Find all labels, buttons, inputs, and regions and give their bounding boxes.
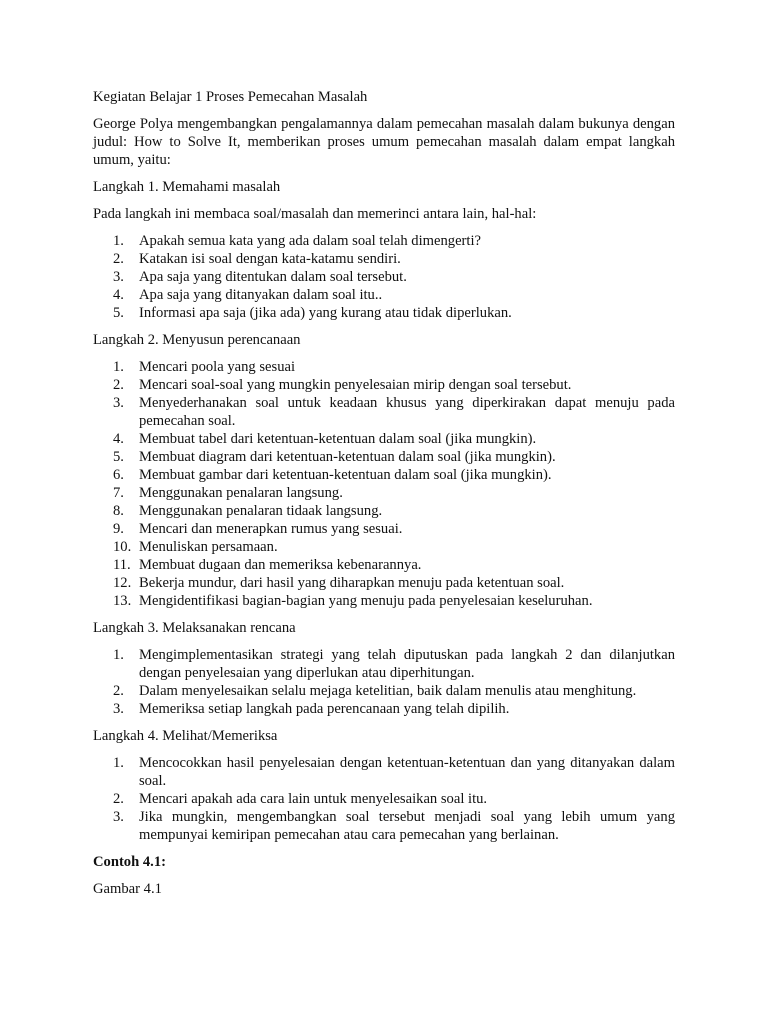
list-item-number: 1. (113, 359, 124, 375)
list-item-text: Jika mungkin, mengembangkan soal tersebut menjadi soal yang lebih umum yang mempunyai kemiripan pemecahan atau cara pemecahan yang berlainan. (139, 809, 675, 843)
step-1-intro: Pada langkah ini membaca soal/masalah dan memerinci antara lain, hal-hal: (93, 206, 537, 222)
list-item (93, 682, 675, 700)
list-item-number: 8. (113, 503, 124, 519)
document-page (93, 88, 675, 907)
list-item-text: Apakah semua kata yang ada dalam soal telah dimengerti? (139, 233, 482, 249)
list-item (93, 286, 675, 304)
list-item-number: 2. (113, 791, 124, 807)
intro-paragraph: George Polya mengembangkan pengalamannya dalam pemecahan masalah dalam bukunya dengan judul: How to Solve It, memberikan proses umum pemecahan masalah dalam empat langkah umum, yaitu: (93, 116, 675, 168)
list-item (93, 700, 675, 718)
step-4-heading: Langkah 4. Melihat/Memeriksa (93, 728, 278, 744)
list-item (93, 304, 675, 322)
list-item-text: Menggunakan penalaran langsung. (139, 485, 343, 501)
list-item (93, 376, 675, 394)
list-item (93, 502, 675, 520)
list-item-text: Menyederhanakan soal untuk keadaan khusus yang diperkirakan dapat menuju pada pemecahan soal. (139, 395, 675, 429)
list-item-number: 1. (113, 233, 124, 249)
list-item (93, 232, 675, 250)
document-title: Kegiatan Belajar 1 Proses Pemecahan Masalah (93, 89, 368, 105)
list-item-number: 5. (113, 449, 124, 465)
list-item-number: 4. (113, 287, 124, 303)
list-item-number: 2. (113, 683, 124, 699)
list-item-text: Mencocokkan hasil penyelesaian dengan ketentuan-ketentuan dan yang ditanyakan dalam soal. (139, 755, 675, 789)
list-item-text: Mencari poola yang sesuai (139, 359, 296, 375)
example-title: Contoh 4.1: (93, 854, 166, 870)
list-item (93, 754, 675, 790)
list-item-number: 2. (113, 377, 124, 393)
list-item-number: 3. (113, 701, 124, 717)
list-item-number: 4. (113, 431, 124, 447)
list-item (93, 250, 675, 268)
list-item (93, 808, 675, 844)
list-item-number: 3. (113, 809, 124, 825)
step-1-list (93, 232, 675, 322)
list-item-text: Mencari dan menerapkan rumus yang sesuai. (139, 521, 403, 537)
list-item-number: 1. (113, 755, 124, 771)
list-item-number: 12. (113, 575, 132, 591)
list-item-number: 13. (113, 593, 132, 609)
list-item (93, 646, 675, 682)
list-item-number: 3. (113, 269, 124, 285)
step-1-heading: Langkah 1. Memahami masalah (93, 179, 281, 195)
list-item (93, 466, 675, 484)
list-item (93, 574, 675, 592)
list-item-text: Dalam menyelesaikan selalu mejaga ketelitian, baik dalam menulis atau menghitung. (139, 683, 637, 699)
list-item-number: 9. (113, 521, 124, 537)
list-item-text: Bekerja mundur, dari hasil yang diharapkan menuju pada ketentuan soal. (139, 575, 565, 591)
list-item-text: Membuat tabel dari ketentuan-ketentuan dalam soal (jika mungkin). (139, 431, 537, 447)
list-item-number: 6. (113, 467, 124, 483)
list-item (93, 358, 675, 376)
list-item (93, 430, 675, 448)
list-item-text: Katakan isi soal dengan kata-katamu sendiri. (139, 251, 401, 267)
list-item-number: 11. (113, 557, 131, 573)
list-item-text: Menuliskan persamaan. (139, 539, 278, 555)
list-item-number: 1. (113, 647, 124, 663)
list-item (93, 790, 675, 808)
list-item (93, 520, 675, 538)
step-2-list (93, 358, 675, 610)
list-item-text: Apa saja yang ditentukan dalam soal tersebut. (139, 269, 407, 285)
list-item-text: Membuat gambar dari ketentuan-ketentuan dalam soal (jika mungkin). (139, 467, 552, 483)
list-item-number: 5. (113, 305, 124, 321)
list-item-text: Mencari soal-soal yang mungkin penyelesaian mirip dengan soal tersebut. (139, 377, 572, 393)
list-item (93, 484, 675, 502)
list-item-text: Mengimplementasikan strategi yang telah diputuskan pada langkah 2 dan dilanjutkan dengan penyelesaian yang diperlukan atau diperhitungan. (139, 647, 675, 681)
list-item-number: 7. (113, 485, 124, 501)
step-3-heading: Langkah 3. Melaksanakan rencana (93, 620, 296, 636)
list-item-text: Memeriksa setiap langkah pada perencanaan yang telah dipilih. (139, 701, 510, 717)
list-item (93, 268, 675, 286)
figure-label: Gambar 4.1 (93, 881, 162, 897)
list-item-text: Informasi apa saja (jika ada) yang kurang atau tidak diperlukan. (139, 305, 512, 321)
step-2-heading: Langkah 2. Menyusun perencanaan (93, 332, 301, 348)
step-4-list (93, 754, 675, 844)
list-item-text: Mencari apakah ada cara lain untuk menyelesaikan soal itu. (139, 791, 488, 807)
list-item (93, 538, 675, 556)
list-item-text: Membuat dugaan dan memeriksa kebenarannya. (139, 557, 422, 573)
list-item-text: Menggunakan penalaran tidaak langsung. (139, 503, 383, 519)
list-item (93, 556, 675, 574)
list-item-number: 3. (113, 395, 124, 411)
list-item-text: Apa saja yang ditanyakan dalam soal itu.. (139, 287, 383, 303)
list-item (93, 592, 675, 610)
list-item-number: 2. (113, 251, 124, 267)
step-3-list (93, 646, 675, 718)
list-item-text: Membuat diagram dari ketentuan-ketentuan dalam soal (jika mungkin). (139, 449, 556, 465)
list-item-text: Mengidentifikasi bagian-bagian yang menuju pada penyelesaian keseluruhan. (139, 593, 593, 609)
list-item (93, 394, 675, 430)
list-item (93, 448, 675, 466)
list-item-number: 10. (113, 539, 132, 555)
